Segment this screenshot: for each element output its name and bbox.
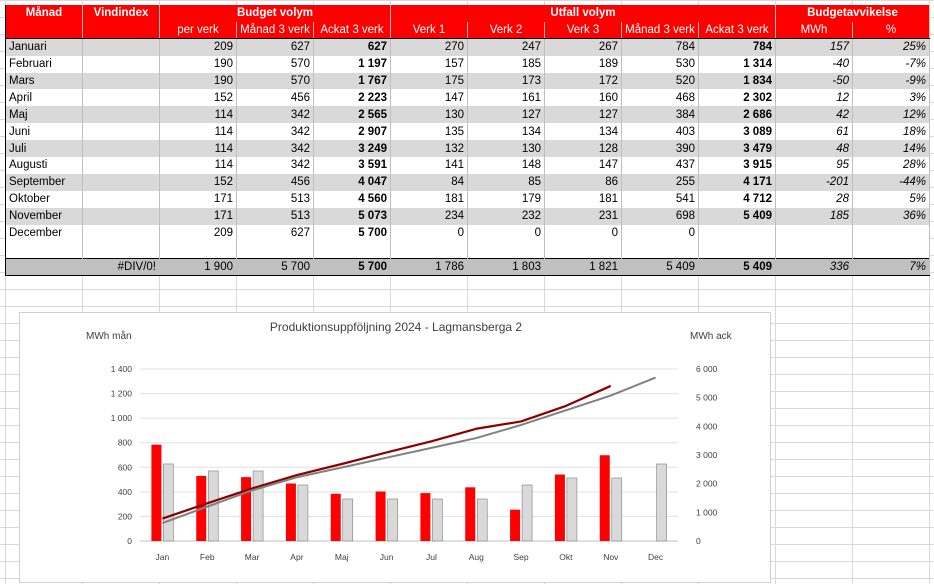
table-row bbox=[6, 39, 930, 56]
cell-man3[interactable]: 570 bbox=[237, 56, 314, 73]
col-header[interactable]: Ackat 3 verk bbox=[314, 22, 391, 39]
cell-uman3[interactable]: 437 bbox=[622, 157, 699, 174]
cell-index[interactable] bbox=[83, 157, 160, 174]
y-tick-label: 0 bbox=[127, 536, 132, 546]
cell-month[interactable]: September bbox=[6, 174, 83, 191]
bar-outcome bbox=[465, 487, 475, 541]
cell-v2[interactable]: 179 bbox=[468, 191, 545, 208]
cell-uack3[interactable]: 2 686 bbox=[699, 106, 776, 123]
cell-month[interactable]: Oktober bbox=[6, 191, 83, 208]
cell-per-verk[interactable]: 114 bbox=[160, 106, 237, 123]
col-header[interactable]: Ackat 3 verk bbox=[699, 22, 776, 39]
cell-man3[interactable]: 513 bbox=[237, 208, 314, 225]
cell-v2[interactable]: 85 bbox=[468, 174, 545, 191]
cell-v1[interactable]: 270 bbox=[391, 39, 468, 56]
cell-month[interactable]: Maj bbox=[6, 106, 83, 123]
bar-budget bbox=[163, 464, 173, 541]
spacer-cell bbox=[83, 241, 160, 258]
bar-budget bbox=[432, 499, 442, 541]
total-empty-cell[interactable] bbox=[6, 258, 83, 275]
cell-ack3[interactable]: 1 197 bbox=[314, 56, 391, 73]
x-tick-label: Jun bbox=[379, 552, 394, 562]
cell-uack3[interactable]: 3 915 bbox=[699, 157, 776, 174]
x-tick-label: Maj bbox=[334, 552, 349, 562]
cell-v1[interactable]: 132 bbox=[391, 140, 468, 157]
total-v1[interactable]: 1 786 bbox=[391, 258, 468, 275]
cell-uack3[interactable]: 2 302 bbox=[699, 89, 776, 106]
cell-index[interactable] bbox=[83, 56, 160, 73]
cell-ack3[interactable]: 4 560 bbox=[314, 191, 391, 208]
cell-v2[interactable]: 185 bbox=[468, 56, 545, 73]
cell-v1[interactable]: 157 bbox=[391, 56, 468, 73]
spacer-cell bbox=[314, 241, 391, 258]
cell-v2[interactable]: 130 bbox=[468, 140, 545, 157]
cell-v2[interactable]: 134 bbox=[468, 123, 545, 140]
cell-man3[interactable]: 456 bbox=[237, 174, 314, 191]
bar-budget bbox=[522, 485, 532, 541]
cell-month[interactable]: Juni bbox=[6, 123, 83, 140]
x-tick-label: Nov bbox=[603, 552, 619, 562]
cell-uack3[interactable]: 3 479 bbox=[699, 140, 776, 157]
cell-v2[interactable]: 232 bbox=[468, 208, 545, 225]
cell-uman3[interactable]: 541 bbox=[622, 191, 699, 208]
cell-month[interactable]: April bbox=[6, 89, 83, 106]
cell-v1[interactable]: 130 bbox=[391, 106, 468, 123]
cell-month[interactable]: Juli bbox=[6, 140, 83, 157]
x-tick-label: Okt bbox=[559, 552, 573, 562]
spacer-cell bbox=[699, 241, 776, 258]
cell-mwh[interactable]: 42 bbox=[776, 106, 853, 123]
cell-index[interactable] bbox=[83, 225, 160, 242]
cell-pct[interactable]: 5% bbox=[853, 191, 930, 208]
cell-uack3[interactable]: 1 314 bbox=[699, 56, 776, 73]
cell-uman3[interactable]: 403 bbox=[622, 123, 699, 140]
cell-uack3[interactable]: 1 834 bbox=[699, 73, 776, 90]
total-v2[interactable]: 1 803 bbox=[468, 258, 545, 275]
cell-uman3[interactable]: 784 bbox=[622, 39, 699, 56]
budget-header[interactable]: Budget volym bbox=[160, 5, 391, 22]
header-row-1 bbox=[6, 5, 930, 22]
table-row bbox=[6, 89, 930, 106]
y-tick-label: 200 bbox=[117, 511, 132, 522]
total-index[interactable]: #DIV/0! bbox=[83, 258, 160, 275]
bar-outcome bbox=[286, 484, 296, 541]
chart-svg bbox=[20, 313, 772, 584]
cell-mwh[interactable]: -50 bbox=[776, 73, 853, 90]
cell-uack3[interactable]: 5 409 bbox=[699, 208, 776, 225]
cell-pct[interactable]: 25% bbox=[853, 39, 930, 56]
cell-index[interactable] bbox=[83, 123, 160, 140]
cell-uman3[interactable]: 390 bbox=[622, 140, 699, 157]
table-row bbox=[6, 225, 930, 242]
cell-per-verk[interactable]: 190 bbox=[160, 56, 237, 73]
bar-budget bbox=[388, 499, 398, 541]
cell-pct[interactable] bbox=[853, 225, 930, 242]
y-tick-label: 1 400 bbox=[110, 364, 132, 374]
col-header[interactable]: Verk 3 bbox=[545, 22, 622, 39]
cell-index[interactable] bbox=[83, 89, 160, 106]
total-uack3[interactable]: 5 409 bbox=[699, 258, 776, 275]
cell-pct[interactable]: 28% bbox=[853, 157, 930, 174]
cell-man3[interactable]: 513 bbox=[237, 191, 314, 208]
bar-budget bbox=[477, 499, 487, 541]
table-row bbox=[6, 191, 930, 208]
cell-v2[interactable]: 173 bbox=[468, 73, 545, 90]
outcome-header[interactable]: Utfall volym bbox=[391, 5, 776, 22]
cell-ack3[interactable]: 5 073 bbox=[314, 208, 391, 225]
cell-v2[interactable]: 247 bbox=[468, 39, 545, 56]
spacer-cell bbox=[391, 241, 468, 258]
total-row bbox=[6, 258, 930, 275]
col-header[interactable]: Månad 3 verk bbox=[237, 22, 314, 39]
cell-v3[interactable]: 147 bbox=[545, 157, 622, 174]
cell-man3[interactable]: 342 bbox=[237, 106, 314, 123]
cell-uack3[interactable] bbox=[699, 225, 776, 242]
bar-budget bbox=[612, 478, 622, 541]
cell-per-verk[interactable]: 114 bbox=[160, 157, 237, 174]
cell-pct[interactable]: -9% bbox=[853, 73, 930, 90]
cell-per-verk[interactable]: 152 bbox=[160, 174, 237, 191]
x-tick-label: Aug bbox=[468, 552, 484, 562]
cell-month[interactable]: December bbox=[6, 225, 83, 242]
cell-v3[interactable]: 181 bbox=[545, 191, 622, 208]
bar-outcome bbox=[376, 491, 386, 541]
table-row bbox=[6, 56, 930, 73]
cell-uman3[interactable]: 0 bbox=[622, 225, 699, 242]
cell-index[interactable] bbox=[83, 208, 160, 225]
cell-per-verk[interactable]: 190 bbox=[160, 73, 237, 90]
cell-uack3[interactable]: 784 bbox=[699, 39, 776, 56]
cell-v3[interactable]: 86 bbox=[545, 174, 622, 191]
x-tick-label: Mar bbox=[244, 552, 260, 562]
production-table bbox=[5, 5, 930, 276]
col-header[interactable]: per verk bbox=[160, 22, 237, 39]
cell-v1[interactable]: 181 bbox=[391, 191, 468, 208]
cell-man3[interactable]: 456 bbox=[237, 89, 314, 106]
empty-header-cell[interactable] bbox=[83, 22, 160, 39]
cell-uack3[interactable]: 3 089 bbox=[699, 123, 776, 140]
cell-pct[interactable]: -44% bbox=[853, 174, 930, 191]
y-tick-label: 1 000 bbox=[110, 413, 132, 424]
cell-per-verk[interactable]: 171 bbox=[160, 191, 237, 208]
spacer-cell bbox=[853, 241, 930, 258]
bar-outcome bbox=[510, 510, 520, 541]
y-tick-label: 800 bbox=[117, 437, 132, 448]
cell-v1[interactable]: 135 bbox=[391, 123, 468, 140]
cell-man3[interactable]: 627 bbox=[237, 225, 314, 242]
cell-month[interactable]: Mars bbox=[6, 73, 83, 90]
y2-tick-label: 0 bbox=[696, 536, 701, 546]
table-row bbox=[6, 73, 930, 90]
cell-mwh[interactable]: -201 bbox=[776, 174, 853, 191]
cell-index[interactable] bbox=[83, 106, 160, 123]
cell-v1[interactable]: 175 bbox=[391, 73, 468, 90]
cell-index[interactable] bbox=[83, 73, 160, 90]
cell-ack3[interactable]: 2 907 bbox=[314, 123, 391, 140]
cell-pct[interactable]: 14% bbox=[853, 140, 930, 157]
cell-uack3[interactable]: 4 171 bbox=[699, 174, 776, 191]
cell-v1[interactable]: 141 bbox=[391, 157, 468, 174]
bar-outcome bbox=[420, 493, 430, 541]
bar-outcome bbox=[331, 494, 341, 541]
cell-man3[interactable]: 570 bbox=[237, 73, 314, 90]
empty-header-cell[interactable] bbox=[6, 22, 83, 39]
spacer-row bbox=[6, 241, 930, 258]
wind-index-header[interactable]: Vindindex bbox=[83, 5, 160, 22]
bar-outcome bbox=[555, 475, 565, 541]
cell-uman3[interactable]: 468 bbox=[622, 89, 699, 106]
cell-ack3[interactable]: 2 223 bbox=[314, 89, 391, 106]
cell-v3[interactable]: 134 bbox=[545, 123, 622, 140]
col-header[interactable]: MWh bbox=[776, 22, 853, 39]
y2-tick-label: 5 000 bbox=[696, 392, 718, 403]
cell-uman3[interactable]: 255 bbox=[622, 174, 699, 191]
y2-tick-label: 3 000 bbox=[696, 450, 718, 460]
cell-v1[interactable]: 147 bbox=[391, 89, 468, 106]
cell-mwh[interactable]: 95 bbox=[776, 157, 853, 174]
cell-v2[interactable]: 148 bbox=[468, 157, 545, 174]
cell-month[interactable]: Januari bbox=[6, 39, 83, 56]
bar-budget bbox=[298, 485, 308, 541]
y-tick-label: 1 200 bbox=[110, 388, 132, 399]
cell-uman3[interactable]: 698 bbox=[622, 208, 699, 225]
spacer-cell bbox=[237, 241, 314, 258]
cell-ack3[interactable]: 4 047 bbox=[314, 174, 391, 191]
bar-outcome bbox=[600, 455, 610, 541]
cell-per-verk[interactable]: 209 bbox=[160, 225, 237, 242]
cell-mwh[interactable]: 185 bbox=[776, 208, 853, 225]
table-row bbox=[6, 208, 930, 225]
cell-per-verk[interactable]: 114 bbox=[160, 123, 237, 140]
y2-axis-label: MWh ack bbox=[690, 331, 732, 342]
x-tick-label: Dec bbox=[648, 552, 664, 562]
cell-index[interactable] bbox=[83, 191, 160, 208]
x-tick-label: Sep bbox=[513, 552, 529, 562]
cell-v1[interactable]: 234 bbox=[391, 208, 468, 225]
cell-per-verk[interactable]: 209 bbox=[160, 39, 237, 56]
cell-per-verk[interactable]: 114 bbox=[160, 140, 237, 157]
cell-ack3[interactable]: 1 767 bbox=[314, 73, 391, 90]
cell-ack3[interactable]: 2 565 bbox=[314, 106, 391, 123]
table-row bbox=[6, 106, 930, 123]
cell-v3[interactable]: 267 bbox=[545, 39, 622, 56]
cell-v3[interactable]: 160 bbox=[545, 89, 622, 106]
bar-outcome bbox=[241, 477, 251, 541]
cell-mwh[interactable] bbox=[776, 225, 853, 242]
cell-ack3[interactable]: 3 249 bbox=[314, 140, 391, 157]
spacer-cell bbox=[6, 241, 83, 258]
production-chart[interactable] bbox=[19, 312, 771, 583]
col-header[interactable]: Verk 2 bbox=[468, 22, 545, 39]
bar-outcome bbox=[151, 445, 161, 541]
col-header[interactable]: % bbox=[853, 22, 930, 39]
bar-budget bbox=[343, 499, 353, 541]
total-man3[interactable]: 5 700 bbox=[237, 258, 314, 275]
col-header[interactable]: Månad 3 verk bbox=[622, 22, 699, 39]
cell-mwh[interactable]: -40 bbox=[776, 56, 853, 73]
cell-mwh[interactable]: 12 bbox=[776, 89, 853, 106]
cell-per-verk[interactable]: 152 bbox=[160, 89, 237, 106]
total-v3[interactable]: 1 821 bbox=[545, 258, 622, 275]
table-row bbox=[6, 174, 930, 191]
cell-mwh[interactable]: 28 bbox=[776, 191, 853, 208]
cell-man3[interactable]: 342 bbox=[237, 140, 314, 157]
cell-ack3[interactable]: 5 700 bbox=[314, 225, 391, 242]
table-row bbox=[6, 157, 930, 174]
y-tick-label: 600 bbox=[117, 462, 132, 473]
cell-pct[interactable]: 36% bbox=[853, 208, 930, 225]
bar-budget bbox=[567, 478, 577, 541]
cell-index[interactable] bbox=[83, 140, 160, 157]
cell-index[interactable] bbox=[83, 39, 160, 56]
cell-uman3[interactable]: 384 bbox=[622, 106, 699, 123]
cell-index[interactable] bbox=[83, 174, 160, 191]
cell-uack3[interactable]: 4 712 bbox=[699, 191, 776, 208]
cell-v3[interactable]: 128 bbox=[545, 140, 622, 157]
cell-man3[interactable]: 342 bbox=[237, 157, 314, 174]
spacer-cell bbox=[468, 241, 545, 258]
spacer-cell bbox=[622, 241, 699, 258]
cell-ack3[interactable]: 627 bbox=[314, 39, 391, 56]
spacer-cell bbox=[545, 241, 622, 258]
y2-tick-label: 6 000 bbox=[696, 364, 718, 374]
spacer-cell bbox=[160, 241, 237, 258]
bar-budget bbox=[253, 471, 263, 541]
x-tick-label: Jul bbox=[425, 552, 437, 562]
x-tick-label: Feb bbox=[199, 552, 215, 562]
col-header[interactable]: Verk 1 bbox=[391, 22, 468, 39]
deviation-header[interactable]: Budgetavvikelse bbox=[776, 5, 930, 22]
bar-budget bbox=[657, 464, 667, 541]
cell-ack3[interactable]: 3 591 bbox=[314, 157, 391, 174]
cell-mwh[interactable]: 48 bbox=[776, 140, 853, 157]
cell-per-verk[interactable]: 171 bbox=[160, 208, 237, 225]
cell-v2[interactable]: 0 bbox=[468, 225, 545, 242]
cell-month[interactable]: Augusti bbox=[6, 157, 83, 174]
cell-pct[interactable]: -7% bbox=[853, 56, 930, 73]
table-row bbox=[6, 140, 930, 157]
cell-man3[interactable]: 342 bbox=[237, 123, 314, 140]
cell-v3[interactable]: 189 bbox=[545, 56, 622, 73]
cell-uman3[interactable]: 530 bbox=[622, 56, 699, 73]
cell-v2[interactable]: 161 bbox=[468, 89, 545, 106]
total-ack3[interactable]: 5 700 bbox=[314, 258, 391, 275]
spacer-cell bbox=[776, 241, 853, 258]
y-axis-label: MWh mån bbox=[86, 331, 132, 342]
y2-tick-label: 2 000 bbox=[696, 478, 718, 489]
cell-mwh[interactable]: 157 bbox=[776, 39, 853, 56]
cell-v1[interactable]: 0 bbox=[391, 225, 468, 242]
x-tick-label: Jan bbox=[155, 552, 170, 562]
y2-tick-label: 4 000 bbox=[696, 421, 718, 432]
cell-month[interactable]: Februari bbox=[6, 56, 83, 73]
x-tick-label: Apr bbox=[290, 552, 304, 562]
cell-v1[interactable]: 84 bbox=[391, 174, 468, 191]
chart-title: Produktionsuppföljning 2024 - Lagmansberga 2 bbox=[269, 320, 523, 334]
total-uman3[interactable]: 5 409 bbox=[622, 258, 699, 275]
cell-uman3[interactable]: 520 bbox=[622, 73, 699, 90]
cell-v2[interactable]: 127 bbox=[468, 106, 545, 123]
total-pct[interactable]: 7% bbox=[853, 258, 930, 275]
cell-pct[interactable]: 3% bbox=[853, 89, 930, 106]
y2-tick-label: 1 000 bbox=[696, 507, 718, 518]
cell-pct[interactable]: 18% bbox=[853, 123, 930, 140]
cell-v3[interactable]: 127 bbox=[545, 106, 622, 123]
cell-pct[interactable]: 12% bbox=[853, 106, 930, 123]
y-tick-label: 400 bbox=[117, 486, 132, 497]
header-row-2 bbox=[6, 22, 930, 39]
cell-mwh[interactable]: 61 bbox=[776, 123, 853, 140]
total-mwh[interactable]: 336 bbox=[776, 258, 853, 275]
total-per-verk[interactable]: 1 900 bbox=[160, 258, 237, 275]
cell-month[interactable]: November bbox=[6, 208, 83, 225]
cell-man3[interactable]: 627 bbox=[237, 39, 314, 56]
cell-v3[interactable]: 172 bbox=[545, 73, 622, 90]
cell-v3[interactable]: 231 bbox=[545, 208, 622, 225]
month-header[interactable]: Månad bbox=[6, 5, 83, 22]
table-row bbox=[6, 123, 930, 140]
cell-v3[interactable]: 0 bbox=[545, 225, 622, 242]
